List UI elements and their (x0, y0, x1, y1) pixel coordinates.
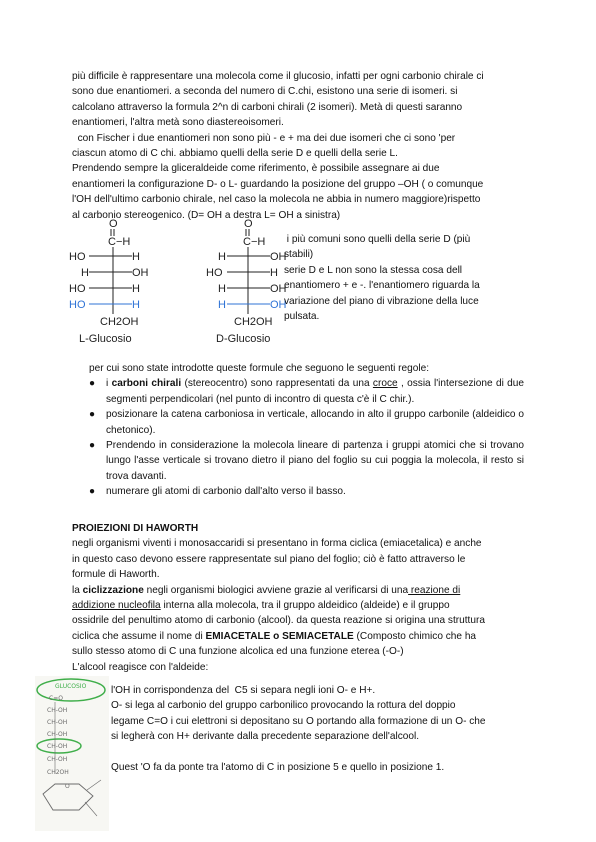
rule-text: i (106, 378, 112, 390)
text-line: ciascun atomo di C chi. abbiamo quelli della serie D e quelli della serie L. (72, 148, 398, 160)
emiacetale-term: EMIACETALE o SEMIACETALE (205, 630, 354, 642)
rule-item (72, 484, 524, 499)
text-line: si legherà con H+ derivante dalla precedente separazione dell'alcool. (111, 731, 420, 743)
text-line: sullo stesso atomo di C una funzione alcolica ed una funzione eterea (-O-) (72, 646, 404, 658)
text-line: ossidrile del penultimo atomo di carbonio (alcool). da questa reazione si origina una struttura (72, 615, 485, 627)
handwritten-glucose-sketch (35, 676, 109, 831)
d-row3-left: H (218, 283, 226, 295)
l-row4-left: HO (69, 299, 86, 311)
reaction-notes (111, 683, 524, 775)
d-oxygen: O (244, 218, 253, 230)
text-line: con Fischer i due enantiomeri non sono più - e + ma dei due isomeri che ci sono 'per (72, 132, 456, 144)
l-row1-left: HO (69, 251, 86, 263)
sketch-row: CH-OH (47, 743, 68, 750)
d-row4-left: H (218, 299, 226, 311)
blank-line (111, 745, 524, 760)
text-line: L'alcool reagisce con l'aldeide: (72, 661, 209, 673)
l-row4-right: H (132, 299, 140, 311)
text-line (72, 629, 524, 644)
d-row1-right: OH (270, 251, 287, 263)
fischer-projection-figure (62, 216, 292, 344)
l-glucose-label: L-Glucosio (79, 333, 132, 344)
l-ch: C−H (108, 236, 131, 248)
sketch-row: CH-OH (47, 707, 68, 714)
rule-text: numerare gli atomi di carbonio dall'alto verso il basso. (106, 486, 346, 498)
bullet-icon: ● (89, 440, 96, 452)
d-glucose-structure (206, 218, 287, 344)
l-row1-right: H (132, 251, 140, 263)
sketch-row: CH-OH (47, 731, 68, 738)
section-heading: PROIEZIONI DI HAWORTH (72, 523, 199, 534)
text-line: calcolano attraverso la formula 2^n di carboni chirali (2 isomeri). Metà di questi saranno (72, 101, 463, 113)
bullet-icon: ● (89, 486, 96, 498)
sketch-title: GLUCOSIO (55, 683, 87, 690)
text-line: l'OH in corrispondenza del C5 si separa negli ioni O- e H+. (111, 685, 376, 696)
rules-intro: per cui sono state introdotte queste formule che seguono le seguenti regole: (89, 363, 430, 374)
text-line: variazione del piano di vibrazione della luce (284, 295, 479, 307)
rule-item (72, 438, 524, 484)
bullet-icon: ● (89, 409, 96, 421)
text-run: (Composto chimico che ha (353, 630, 477, 642)
rule-text: (stereocentro) sono rappresentati da una (181, 378, 373, 390)
text-line: O- si lega al carbonio del gruppo carbonilico provocando la rottura del doppio (111, 700, 456, 712)
sketch-row: CH-OH (47, 756, 68, 763)
l-row3-right: H (132, 283, 140, 295)
text-line (72, 598, 524, 613)
text-run: ciclica che assume il nome di (72, 630, 206, 642)
fischer-rules (72, 361, 524, 500)
sketch-row: CH2OH (47, 769, 69, 776)
l-row2-right: OH (132, 267, 149, 279)
text-line: negli organismi viventi i monosaccaridi si presentano in forma ciclica (emiacetalica) e anche (72, 538, 482, 550)
text-line (72, 583, 524, 598)
rule-text: Prendendo in considerazione la molecola lineare di partenza i gruppi atomici che si trovano lungo l'asse verticale si trovano dietro il piano del foglio su cui poggia la molecola, il resto si trova davanti. (106, 440, 524, 482)
rule-text: , ossia l'intersezione di due segmenti perpendicolari (nel punto di incontro di questa c'è il C chir.). (106, 378, 525, 405)
text-line: al carbonio stereogenico. (D= OH a destra L= OH a sinistra) (72, 209, 341, 221)
text-line: l'OH dell'ultimo carbonio chirale, nel caso la molecola ne abbia in numero maggiore)rispetto (72, 194, 481, 206)
text-line: legame C=O i cui elettroni si depositano su O portando alla formazione di un O- che (111, 715, 486, 727)
d-row1-left: H (218, 251, 226, 263)
sketch-row: CH-OH (47, 719, 68, 726)
text-run: negli organismi biologici avviene grazie al verificarsi di una (143, 584, 409, 596)
bullet-icon: ● (89, 378, 96, 390)
d-ch: C−H (243, 236, 266, 248)
d-row3-right: OH (270, 283, 287, 295)
ciclizzazione-term: ciclizzazione (82, 584, 144, 596)
d-ch2oh: CH2OH (234, 316, 273, 328)
text-line: enantiomeri la configurazione D- o L- guardando la posizione del gruppo –OH ( o comunque (72, 178, 484, 190)
text-run: interna alla molecola, tra il gruppo aldeidico (aldeide) e il gruppo (160, 600, 450, 612)
intro-paragraph (72, 69, 524, 223)
d-row2-right: H (270, 267, 278, 279)
rule-item (72, 407, 524, 438)
text-run: la (72, 584, 83, 596)
croce-term: croce (372, 378, 398, 390)
haworth-section (72, 521, 524, 675)
reaction-term: reazione di (408, 584, 461, 596)
l-row2-left: H (81, 267, 89, 279)
text-line: Prendendo sempre la gliceraldeide come riferimento, è possibile assegnare ai due (72, 163, 440, 175)
nucleophilic-addition-term: addizione nucleofila (72, 600, 161, 612)
rule-text: posizionare la catena carboniosa in verticale, allocando in alto il gruppo carbonile (aldeidico o chetonico). (106, 409, 524, 436)
rule-item (72, 376, 524, 407)
d-row2-left: HO (206, 267, 223, 279)
l-ch2oh: CH2OH (100, 316, 139, 328)
text-line: serie D e L non sono la stessa cosa dell (284, 264, 463, 276)
text-line: più difficile è rappresentare una molecola come il glucosio, infatti per ogni carbonio chirale ci (72, 71, 484, 82)
text-line: formule di Haworth. (72, 569, 160, 581)
l-oxygen: O (109, 218, 118, 230)
text-line: enantiomeri, l'altra metà sono diastereoisomeri. (72, 117, 284, 129)
text-line: pulsata. (284, 311, 320, 323)
l-row3-left: HO (69, 283, 86, 295)
sketch-ring-oxygen: O (65, 783, 70, 790)
text-line: in questo caso devono essere rappresentate sul piano del foglio; ciò è fatto attraverso le (72, 553, 466, 565)
text-line: Quest 'O fa da ponte tra l'atomo di C in posizione 5 e quello in posizione 1. (111, 762, 445, 774)
text-line: sono due enantiomeri. a seconda del numero di C.chi, esistono una serie di isomeri. si (72, 86, 458, 98)
text-line: enantiomero + e -. l'enantiomero riguarda la (284, 280, 480, 292)
series-side-note (284, 232, 524, 324)
d-row4-right: OH (270, 299, 287, 311)
d-glucose-label: D-Glucosio (216, 333, 271, 344)
text-line: stabili) (284, 249, 314, 261)
sketch-row: C=O (49, 695, 63, 702)
text-line: i più comuni sono quelli della serie D (più (284, 234, 471, 245)
chiral-carbons-term: carboni chirali (111, 378, 182, 390)
l-glucose-structure (69, 218, 149, 344)
